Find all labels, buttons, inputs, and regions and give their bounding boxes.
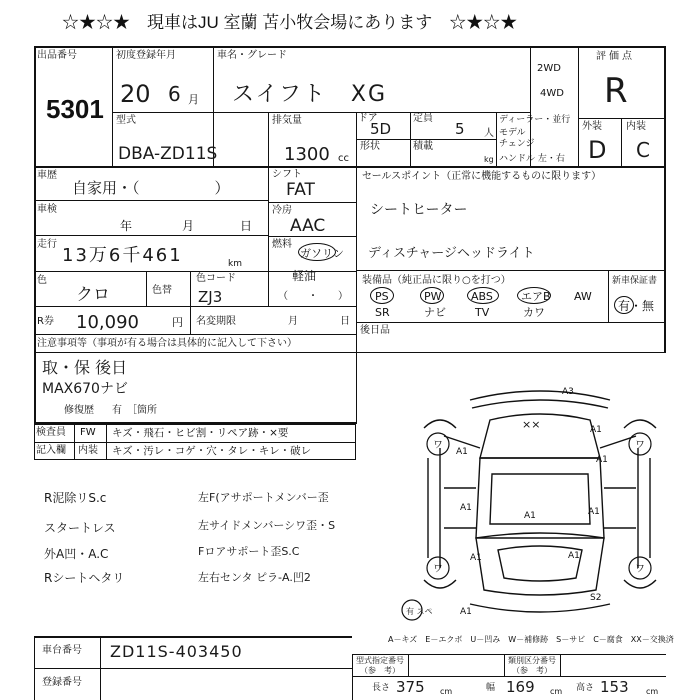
score-label: 評価点 — [596, 51, 635, 62]
diagram-mark: A1 — [588, 507, 600, 517]
chassis-value: ZD11S-403450 — [110, 642, 243, 661]
name-change-month: 月 — [288, 316, 298, 327]
lot-label: 出品番号 — [37, 50, 77, 61]
equip-tv: TV — [475, 306, 490, 319]
repair-label: 修復歴 — [64, 405, 94, 416]
mileage-label: 走行 — [37, 239, 57, 250]
lot-number: 5301 — [46, 94, 104, 124]
displacement-unit: cc — [338, 153, 349, 164]
type-approval-label: 型式指定番号 — [356, 656, 404, 665]
right-remark-1: 左F(アサポートメンバー歪 — [198, 491, 329, 504]
name-change-label: 名変期限 — [196, 316, 236, 327]
load-unit: kg — [484, 155, 494, 164]
diagram-wheel-mark: ワ — [433, 440, 443, 451]
displacement-value: 1300 — [284, 144, 330, 165]
divider — [560, 654, 561, 676]
equip-airbag-circle — [517, 287, 551, 304]
diagram-mark: ×× — [522, 418, 541, 431]
diagram-wheel-mark: ワ — [635, 564, 645, 575]
car-diagram — [400, 378, 680, 628]
divider — [621, 118, 622, 166]
dealer-line4: ハンドル 左・右 — [499, 154, 565, 164]
width-unit: cm — [550, 687, 563, 696]
length-value: 375 — [396, 678, 425, 696]
capacity-unit: 人 — [484, 128, 494, 139]
divider — [34, 235, 268, 236]
equip-pw-circle — [420, 287, 444, 304]
checker-label: 検査員 — [36, 427, 66, 438]
load-label: 積載 — [413, 141, 433, 152]
rear — [476, 533, 604, 595]
equip-abs: ABS — [471, 290, 493, 303]
divider — [268, 236, 356, 237]
divider — [74, 424, 75, 460]
color-label: 色 — [37, 275, 47, 286]
shift-label: シフト — [272, 169, 302, 180]
drive-2wd: 2WD — [537, 63, 561, 74]
ac-value: AAC — [290, 216, 326, 236]
divider — [352, 654, 353, 700]
model-code-label: 型式 — [116, 115, 136, 126]
checker-interior: 内装 — [78, 445, 98, 456]
warranty-value: 有・無 — [618, 299, 655, 313]
capacity-value: 5 — [455, 120, 465, 138]
mileage-value: 13万6千461 — [62, 245, 183, 266]
front-bumper — [470, 391, 610, 400]
divider — [355, 424, 356, 460]
diagram-mark: A1 — [568, 551, 580, 561]
height-unit: cm — [646, 687, 659, 696]
notes-line-2: MAX670ナビ — [42, 381, 128, 397]
checker-fw: FW — [80, 427, 96, 438]
checker-row2: キズ・汚レ・コゲ・穴・タレ・キレ・破レ — [112, 445, 312, 457]
divider — [352, 676, 666, 677]
sales-point-2: ディスチャージヘッドライト — [368, 246, 535, 261]
color-code-value: ZJ3 — [198, 288, 223, 306]
sales-points-label: セールスポイント（正常に機能するものに限ります） — [362, 171, 602, 182]
divider — [190, 271, 191, 306]
diagram-mark: A1 — [590, 425, 602, 435]
warranty-label: 新車保証書 — [612, 276, 658, 286]
ext-label: 外装 — [582, 121, 602, 132]
class-no-sub: （参 考） — [512, 666, 552, 675]
inspection-month-unit: 月 — [182, 219, 195, 233]
divider — [504, 654, 505, 676]
ext-value: D — [588, 136, 607, 164]
left-remark-4: Rシートヘタリ — [44, 571, 125, 585]
divider — [356, 270, 666, 271]
diagram-mark: A1 — [524, 511, 536, 521]
displacement-label: 排気量 — [272, 115, 302, 126]
reg-no-label: 登録番号 — [42, 677, 82, 688]
score-value: R — [604, 71, 628, 111]
usage-label: 車歴 — [37, 170, 57, 181]
divider — [578, 46, 579, 166]
drive-4wd: 4WD — [540, 88, 564, 99]
divider — [410, 112, 411, 166]
divider — [356, 139, 496, 140]
height-label: 高さ — [576, 683, 595, 693]
divider — [34, 334, 356, 335]
repair-value: 有 ［箇所 — [112, 405, 157, 416]
usage-value: 自家用・（ ） — [72, 179, 230, 197]
chassis-label: 車台番号 — [42, 645, 82, 656]
divider — [496, 112, 497, 166]
divider — [268, 202, 356, 203]
fuel-diesel: 軽油 — [292, 269, 317, 283]
divider — [34, 424, 35, 460]
divider — [34, 636, 352, 638]
diagram-mark: A1 — [470, 553, 482, 563]
inspection-year-unit: 年 — [120, 219, 133, 233]
divider — [578, 118, 666, 119]
spare-mark: 有 スペ — [406, 607, 433, 616]
equip-leather: カワ — [523, 306, 545, 319]
diagram-mark: A1 — [596, 455, 608, 465]
equip-ps-circle — [370, 287, 394, 304]
checker-row1: キズ・飛石・ヒビ割・リペア跡・×要 — [112, 427, 289, 439]
diagram-mark: A1 — [456, 447, 468, 457]
equipment-label: 装備品（純正品に限り○を打つ） — [362, 275, 511, 286]
type-approval-sub: （参 考） — [360, 666, 400, 675]
divider — [408, 654, 409, 676]
divider — [190, 306, 191, 334]
equip-ps: PS — [375, 290, 389, 303]
dealer-line1: ディーラー・並行 — [499, 115, 571, 125]
length-unit: cm — [440, 687, 453, 696]
doors-label: ドア — [358, 113, 378, 124]
color-change-label: 色替 — [152, 285, 172, 296]
recycle-unit: 円 — [172, 316, 183, 329]
divider — [352, 654, 666, 655]
first-reg-month: 6 — [168, 82, 181, 106]
warranty-circle — [614, 296, 634, 314]
divider — [268, 112, 269, 166]
divider — [146, 271, 147, 306]
divider — [34, 459, 356, 460]
first-reg-label: 初度登録年月 — [116, 50, 176, 61]
shift-value: FAT — [286, 180, 315, 200]
damage-legend: A－キズ E－エクボ U－凹み W－補修跡 S－サビ C－腐食 XX－交換済 — [388, 635, 674, 644]
frame-top — [34, 46, 666, 48]
equip-navi: ナビ — [424, 306, 446, 319]
class-no-label: 類別区分番号 — [508, 656, 556, 665]
diagram-wheel-mark: ワ — [635, 440, 645, 451]
divider — [356, 322, 666, 323]
dealer-line2: モデル — [499, 128, 526, 138]
width-value: 169 — [506, 678, 535, 696]
divider — [34, 306, 356, 307]
divider — [34, 442, 356, 443]
divider — [356, 352, 666, 353]
diagram-mark: A3 — [562, 387, 574, 397]
left-remark-3: 外A凹・A.C — [44, 547, 109, 561]
height-value: 153 — [600, 678, 629, 696]
divider — [34, 200, 268, 201]
length-label: 長さ — [372, 683, 391, 693]
recycle-value: 10,090 — [76, 312, 139, 333]
diagram-wheel-mark: ワ — [433, 564, 443, 575]
divider — [34, 166, 666, 168]
right-remark-3: Fロアサポート歪S.C — [198, 545, 300, 558]
equip-sr: SR — [375, 306, 390, 319]
divider — [112, 112, 531, 113]
left-remark-2: スタートレス — [44, 521, 116, 535]
width-label: 幅 — [486, 683, 496, 693]
frame-right — [664, 46, 666, 352]
model-code-value: DBA-ZD11S — [118, 144, 218, 164]
divider — [34, 668, 352, 669]
first-reg-month-unit: 月 — [188, 93, 199, 106]
shape-label: 形状 — [360, 141, 380, 152]
diagram-mark: S2 — [590, 593, 602, 603]
mileage-unit: km — [228, 259, 242, 269]
divider — [356, 166, 357, 352]
equip-pw: PW — [424, 290, 442, 303]
color-code-label: 色コード — [196, 273, 236, 284]
capacity-label: 定員 — [413, 113, 433, 124]
fuel-paren: （ ・ ） — [278, 291, 348, 302]
equip-aw: AW — [574, 290, 592, 303]
notes-line-1: 取・保 後日 — [42, 358, 128, 377]
equip-airbag: エアB — [521, 290, 551, 303]
fuel-gasoline: ガソリン — [300, 247, 344, 260]
dealer-line3: チェンジ — [499, 139, 535, 149]
name-change-day: 日 — [340, 316, 350, 327]
fuel-label: 燃料 — [272, 239, 292, 250]
equip-abs-circle — [467, 287, 499, 304]
divider — [356, 334, 357, 424]
diagram-mark: A1 — [460, 607, 472, 617]
ac-label: 冷房 — [272, 205, 292, 216]
entry-label: 記入欄 — [36, 445, 66, 456]
inspection-day-unit: 日 — [240, 219, 253, 233]
notes-label: 注意事項等（事項が有る場合は具体的に記入して下さい） — [37, 338, 297, 349]
diagram-mark: A1 — [460, 503, 472, 513]
left-remark-1: R泥除リS.c — [44, 491, 107, 505]
right-remark-2: 左サイドメンバーシワ歪・S — [198, 519, 336, 532]
divider — [608, 270, 609, 322]
recycle-label: R券 — [37, 316, 54, 327]
roof — [490, 474, 590, 524]
int-value: C — [636, 138, 650, 162]
divider — [36, 352, 356, 353]
model-name-label: 車名・グレード — [217, 50, 287, 61]
right-remark-4: 左右センタ ピラ-A.凹2 — [198, 571, 311, 584]
int-label: 内装 — [626, 121, 646, 132]
first-reg-year: 20 — [120, 80, 151, 108]
divider — [34, 424, 356, 425]
color-value: クロ — [76, 285, 110, 305]
model-name-value: スイフト XG — [232, 82, 388, 107]
sales-point-1: シートヒーター — [370, 202, 468, 218]
header-banner: ☆★☆★ 現車はJU 室蘭 苫小牧会場にあります ☆★☆★ — [62, 13, 518, 32]
rear-items-label: 後日品 — [360, 325, 390, 336]
inspection-label: 車検 — [37, 204, 57, 215]
divider — [106, 424, 107, 460]
divider — [112, 46, 113, 166]
doors-value: 5D — [370, 120, 392, 138]
